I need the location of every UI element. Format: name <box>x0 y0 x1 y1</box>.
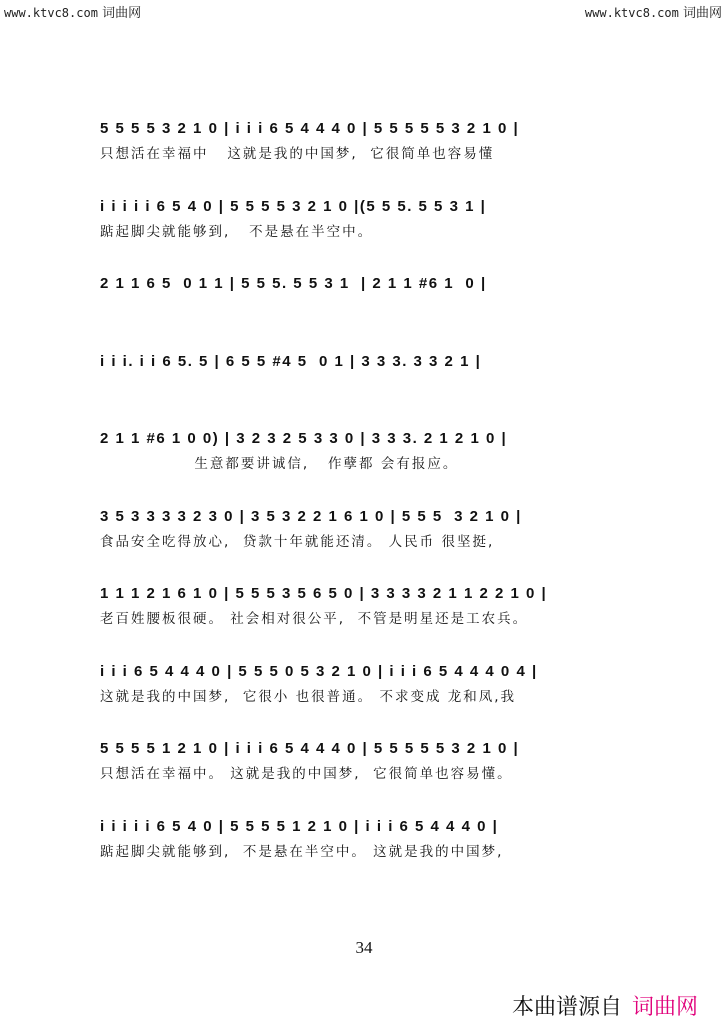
score-system-5 <box>100 428 630 506</box>
score-system-1 <box>100 118 630 196</box>
footer-source <box>512 990 698 1021</box>
lyrics-line: 踮起脚尖就能够到, 不是悬在半空中。 <box>100 223 374 240</box>
score-system-8 <box>100 661 630 739</box>
notation-line: 2 1 1 #6 1 0 0) | 3 2 3 2 5 3 3 0 | 3 3 3. 2 1 2 1 0 | <box>100 430 508 447</box>
notation-line: 3 5 3 3 3 3 2 3 0 | 3 5 3 2 2 1 6 1 0 | 5 5 5 3 2 1 0 | <box>100 507 522 525</box>
notation-line: 1 1 1 2 1 6 1 0 | 5 5 5 3 5 6 5 0 | 3 3 3 3 2 1 1 2 2 1 0 | <box>100 585 548 602</box>
watermark-left-name: 词曲网 <box>102 6 142 21</box>
lyrics-line: 食品安全吃得放心, 贷款十年就能还清。 人民币 很坚挺, <box>100 533 495 550</box>
lyrics-line: 这就是我的中国梦, 它很小 也很普通。 不求变成 龙和凤,我 <box>100 688 517 705</box>
lyrics-line: 只想活在幸福中。 这就是我的中国梦, 它很简单也容易懂。 <box>100 766 513 782</box>
lyrics-line: 老百姓腰板很硬。 社会相对很公平, 不管是明星还是工农兵。 <box>100 611 529 627</box>
score-system-7 <box>100 583 630 661</box>
score-systems <box>100 118 630 893</box>
watermark-left <box>4 2 141 21</box>
score-system-4 <box>100 351 630 429</box>
notation-line: 2 1 1 6 5 0 1 1 | 5 5 5. 5 5 3 1 | 2 1 1 #6 1 0 | <box>100 275 487 292</box>
watermark-right-name: 词曲网 <box>682 6 722 21</box>
score-system-6 <box>100 506 630 584</box>
lyrics-line <box>100 299 630 319</box>
notation-line: i i i i i 6 5 4 0 | 5 5 5 5 1 2 1 0 | i i i 6 5 4 4 4 0 | <box>100 817 499 835</box>
notation-line: 5 5 5 5 1 2 1 0 | i i i 6 5 4 4 4 0 | 5 5 5 5 5 3 2 1 0 | <box>100 740 520 757</box>
notation-line: i i i. i i 6 5. 5 | 6 5 5 #4 5 0 1 | 3 3 3. 3 3 2 1 | <box>100 352 482 370</box>
watermark-right-url: www.ktvc8.com <box>584 6 679 20</box>
lyrics-line: 只想活在幸福中 这就是我的中国梦, 它很简单也容易懂 <box>100 146 495 162</box>
score-system-9 <box>100 738 630 816</box>
score-system-10 <box>100 816 630 894</box>
lyrics-line: 踮起脚尖就能够到, 不是悬在半空中。 这就是我的中国梦, <box>100 843 504 860</box>
lyrics-line: 生意都要讲诚信, 作孽都 会有报应。 <box>100 456 459 472</box>
notation-line: i i i i i 6 5 4 0 | 5 5 5 5 3 2 1 0 |(5 5 5. 5 5 3 1 | <box>100 197 487 215</box>
score-system-3 <box>100 273 630 351</box>
score-system-2 <box>100 196 630 274</box>
page-number: 34 <box>355 938 373 957</box>
footer-site-link[interactable]: 词曲网 <box>631 995 698 1020</box>
watermark-right <box>585 2 722 21</box>
watermark-left-url: www.ktvc8.com <box>4 6 98 20</box>
notation-line: i i i 6 5 4 4 4 0 | 5 5 5 0 5 3 2 1 0 | i i i 6 5 4 4 4 0 4 | <box>100 662 538 680</box>
notation-line: 5 5 5 5 3 2 1 0 | i i i 6 5 4 4 4 0 | 5 5 5 5 5 3 2 1 0 | <box>100 120 520 137</box>
lyrics-line <box>100 377 630 397</box>
footer-source-text: 本曲谱源自 <box>511 995 622 1020</box>
